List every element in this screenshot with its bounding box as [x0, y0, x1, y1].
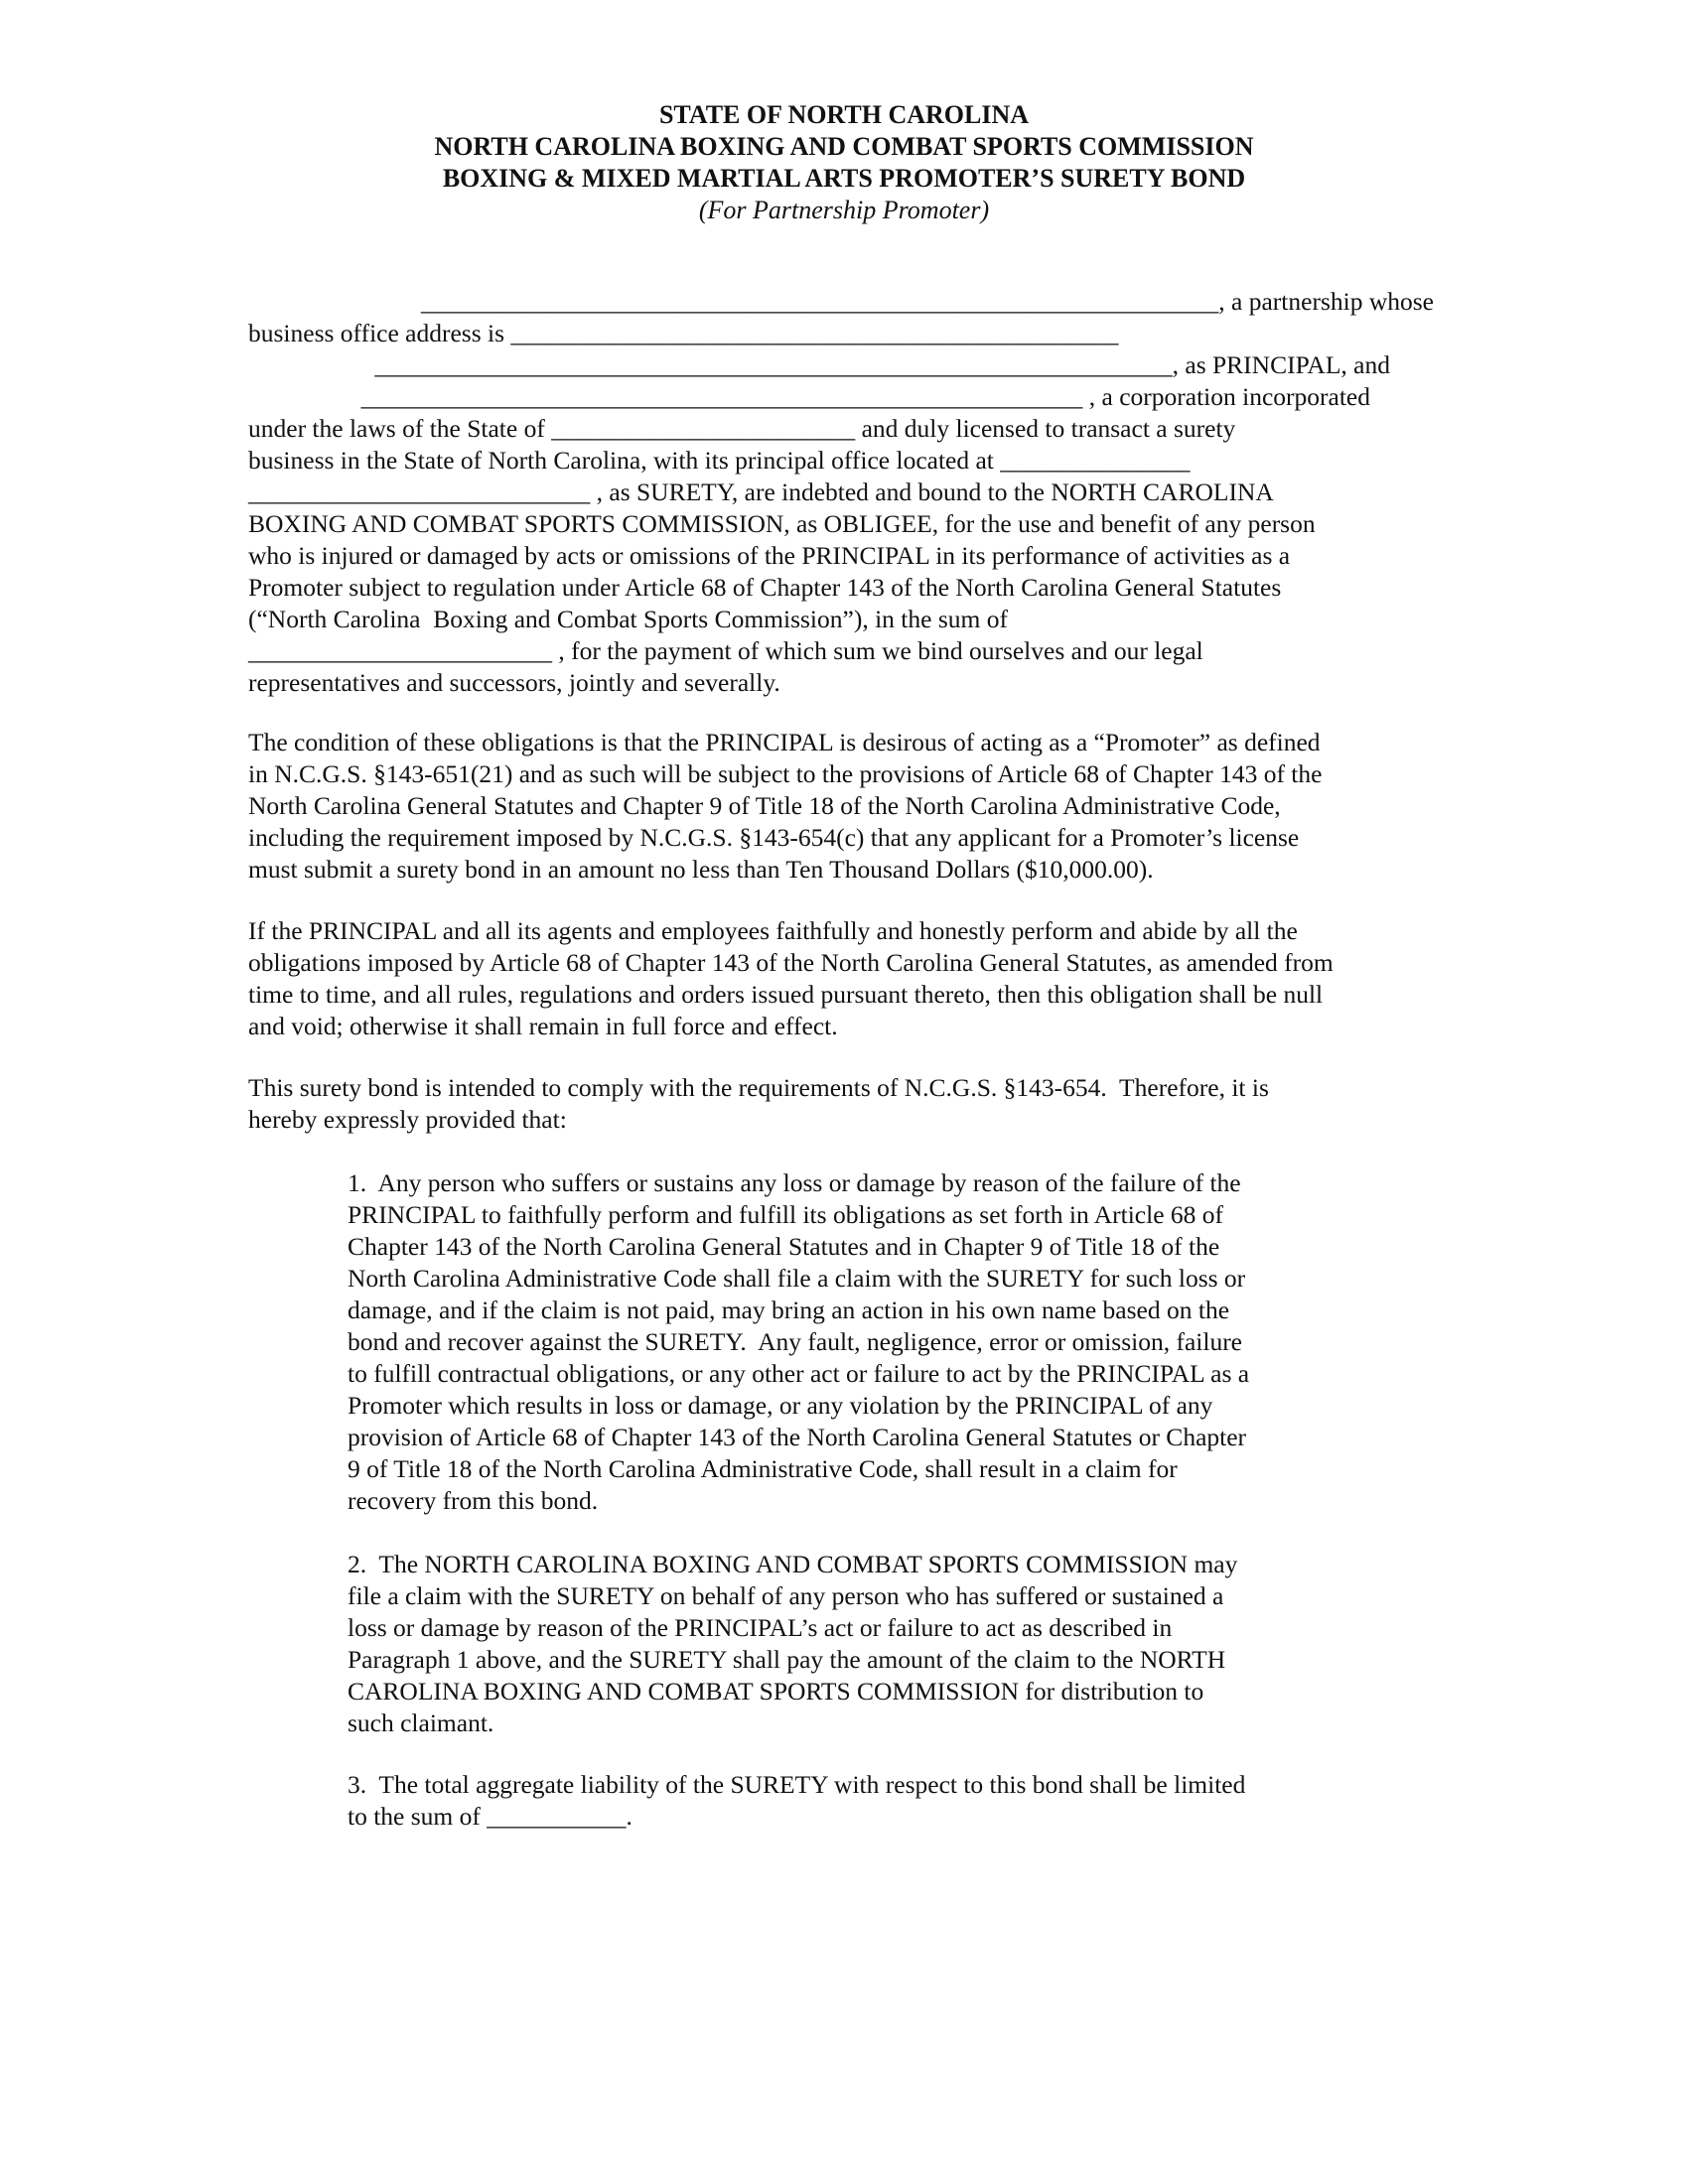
header-bond-title: BOXING & MIXED MARTIAL ARTS PROMOTER’S SURETY BOND: [442, 164, 1246, 193]
condition-paragraph: [248, 727, 1440, 886]
paragraph-line: obligations imposed by Article 68 of Chapter 143 of the North Carolina General Statutes, as amended from: [248, 948, 1334, 977]
header-subtitle: (For Partnership Promoter): [698, 196, 990, 224]
paragraph-line: time to time, and all rules, regulations and orders issued pursuant thereto, then this obligation shall be null: [248, 980, 1324, 1009]
item-line: 1. Any person who suffers or sustains any loss or damage by reason of the failure of the: [348, 1168, 1241, 1197]
intro-block: [248, 286, 1440, 699]
paragraph-line: The condition of these obligations is that the PRINCIPAL is desirous of acting as a “Promoter” as defined: [248, 728, 1321, 756]
paragraph-line: North Carolina General Statutes and Chapter 9 of Title 18 of the North Carolina Administrative Code,: [248, 791, 1281, 820]
paragraph-line: in N.C.G.S. §143-651(21) and as such will be subject to the provisions of Article 68 of Chapter 143 of the: [248, 759, 1323, 788]
intro-line: under the laws of the State of ________________________ and duly licensed to transact a surety: [248, 414, 1236, 443]
intro-line: business office address is ________________________________________________: [248, 319, 1119, 347]
item-line: file a claim with the SURETY on behalf of any person who has suffered or sustained a: [348, 1581, 1224, 1610]
item-line: bond and recover against the SURETY. Any fault, negligence, error or omission, failure: [348, 1327, 1243, 1356]
intro-line: who is injured or damaged by acts or omissions of the PRINCIPAL in its performance of activities as a: [248, 541, 1291, 570]
item-line: Paragraph 1 above, and the SURETY shall pay the amount of the claim to the NORTH: [348, 1645, 1226, 1674]
intro-line: ________________________ , for the payment of which sum we bind ourselves and our legal: [248, 636, 1203, 665]
item-line: to fulfill contractual obligations, or any other act or failure to act by the PRINCIPAL as a: [348, 1359, 1250, 1388]
item-line: damage, and if the claim is not paid, may bring an action in his own name based on the: [348, 1296, 1230, 1324]
header-commission: NORTH CAROLINA BOXING AND COMBAT SPORTS COMMISSION: [434, 132, 1254, 161]
paragraph-line: and void; otherwise it shall remain in full force and effect.: [248, 1012, 838, 1040]
item-line: loss or damage by reason of the PRINCIPAL’s act or failure to act as described in: [348, 1613, 1173, 1642]
item-line: such claimant.: [348, 1708, 494, 1737]
paragraph-line: This surety bond is intended to comply with the requirements of N.C.G.S. §143-654. Therefore, it is: [248, 1073, 1269, 1102]
item-line: CAROLINA BOXING AND COMBAT SPORTS COMMISSION for distribution to: [348, 1677, 1204, 1706]
intro-line: _______________________________________________________________, a partnership whose: [421, 287, 1434, 316]
item-1: [348, 1167, 1340, 1517]
paragraph-line: must submit a surety bond in an amount no less than Ten Thousand Dollars ($10,000.00).: [248, 855, 1154, 884]
faithful-paragraph: [248, 915, 1440, 1042]
item-line: 3. The total aggregate liability of the SURETY with respect to this bond shall be limited: [348, 1770, 1246, 1799]
comply-paragraph: [248, 1072, 1440, 1136]
paragraph-line: hereby expressly provided that:: [248, 1105, 567, 1134]
item-line: recovery from this bond.: [348, 1486, 599, 1515]
item-line: 2. The NORTH CAROLINA BOXING AND COMBAT SPORTS COMMISSION may: [348, 1550, 1238, 1578]
item-line: Chapter 143 of the North Carolina General Statutes and in Chapter 9 of Title 18 of the: [348, 1232, 1220, 1261]
item-line: Promoter which results in loss or damage, or any violation by the PRINCIPAL of any: [348, 1391, 1213, 1420]
intro-line: Promoter subject to regulation under Article 68 of Chapter 143 of the North Carolina General Statutes: [248, 573, 1282, 602]
intro-line: (“North Carolina Boxing and Combat Sports Commission”), in the sum of: [248, 605, 1008, 633]
intro-line: BOXING AND COMBAT SPORTS COMMISSION, as OBLIGEE, for the use and benefit of any person: [248, 509, 1316, 538]
intro-line: representatives and successors, jointly and severally.: [248, 668, 780, 697]
intro-line: _________________________________________________________ , a corporation incorporated: [360, 382, 1370, 411]
item-line: provision of Article 68 of Chapter 143 of the North Carolina General Statutes or Chapter: [348, 1423, 1247, 1451]
intro-line: _______________________________________________________________, as PRINCIPAL, and: [374, 350, 1390, 379]
intro-line: business in the State of North Carolina, with its principal office located at _______________: [248, 446, 1191, 475]
intro-line: ___________________________ , as SURETY, are indebted and bound to the NORTH CAROLINA: [248, 478, 1274, 506]
item-2: [348, 1549, 1340, 1739]
paragraph-line: including the requirement imposed by N.C.G.S. §143-654(c) that any applicant for a Promoter’s license: [248, 823, 1300, 852]
item-3: [348, 1769, 1340, 1833]
item-line: to the sum of ___________.: [348, 1802, 633, 1831]
document-header: [0, 99, 1688, 226]
header-state: STATE OF NORTH CAROLINA: [658, 100, 1030, 129]
paragraph-line: If the PRINCIPAL and all its agents and employees faithfully and honestly perform and abide by all the: [248, 916, 1298, 945]
item-line: North Carolina Administrative Code shall file a claim with the SURETY for such loss or: [348, 1264, 1246, 1293]
item-line: 9 of Title 18 of the North Carolina Administrative Code, shall result in a claim for: [348, 1454, 1178, 1483]
item-line: PRINCIPAL to faithfully perform and fulfill its obligations as set forth in Article 68 of: [348, 1200, 1224, 1229]
